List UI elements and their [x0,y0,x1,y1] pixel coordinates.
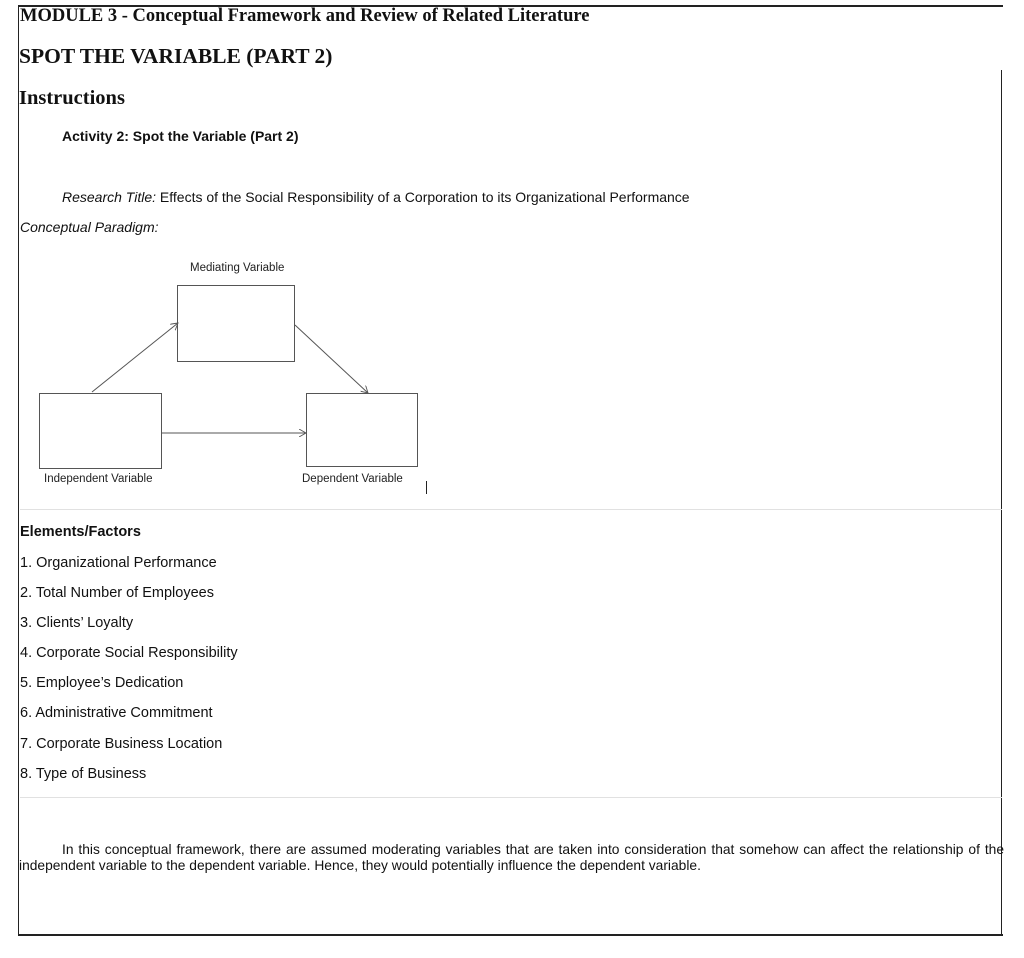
list-item: 1. Organizational Performance [20,555,217,571]
list-item: 2. Total Number of Employees [20,585,214,602]
list-item: 4. Corporate Social Responsibility [20,645,238,662]
arrow-independent-to-mediating [92,323,178,392]
list-item: 6. Administrative Commitment [20,705,213,722]
elements-list [20,552,238,793]
text-cursor [426,481,427,494]
activity-label: Activity 2: Spot the Variable (Part 2) [62,128,299,144]
mediating-variable-box [178,286,295,362]
independent-variable-box [40,394,162,469]
activity-title: SPOT THE VARIABLE (PART 2) [19,44,333,68]
research-title-label: Research Title: [62,189,157,205]
dependent-variable-box [307,394,418,467]
research-title-text: Effects of the Social Responsibility of a Corporation to its Organizational Performance [159,189,690,205]
explanation-paragraph: In this conceptual framework, there are assumed moderating variables that are taken into consideration that somehow can affect the relationship of the independent variable to the dependent variable. Hence, they would potentially influence the dependent variable. [19,842,1004,873]
list-item: 3. Clients’ Loyalty [20,615,134,632]
list-item: 8. Type of Business [20,765,147,782]
divider-top [20,509,1002,510]
divider-bottom [20,797,1002,798]
paradigm-label: Conceptual Paradigm: [20,219,159,235]
independent-variable-label: Independent Variable [44,473,153,485]
list-item: 5. Employee’s Dedication [20,675,184,692]
elements-heading: Elements/Factors [20,524,141,540]
module-title: MODULE 3 - Conceptual Framework and Review of Related Literature [20,6,590,26]
dependent-variable-label: Dependent Variable [302,473,403,485]
mediating-variable-label: Mediating Variable [190,262,285,274]
arrow-mediating-to-dependent [295,325,368,393]
list-item: 7. Corporate Business Location [20,735,223,752]
instructions-heading: Instructions [19,87,125,109]
